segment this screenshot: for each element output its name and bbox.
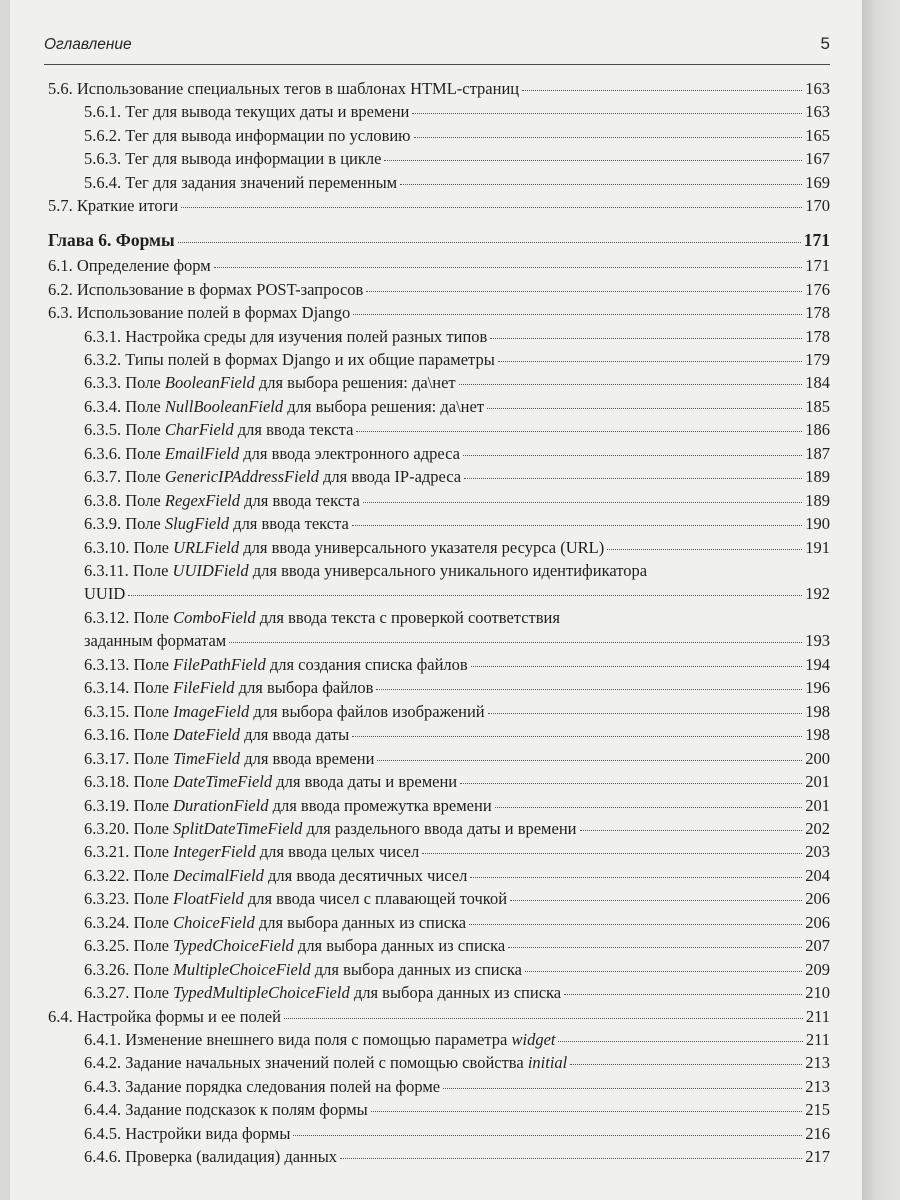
dot-leader <box>580 830 803 831</box>
dot-leader <box>463 455 802 456</box>
toc-entry-page: 185 <box>805 396 830 416</box>
toc-entry-page: 189 <box>805 490 830 510</box>
field-name: SlugField <box>164 514 230 534</box>
dot-leader <box>495 807 803 808</box>
toc-entry-title: 6.4.4. Задание подсказок к полям формы <box>84 1100 368 1120</box>
toc-entry-page: 191 <box>805 537 830 557</box>
toc-entry-title: 6.3.12. Поле ComboField для ввода текста с проверкой соответствия <box>84 607 560 627</box>
field-name: ComboField <box>173 607 256 627</box>
toc-entry-page: 187 <box>805 443 830 463</box>
toc-entry-title: UUID <box>84 584 126 604</box>
dot-leader <box>400 184 802 185</box>
dot-leader <box>469 924 802 925</box>
toc-entry-page: 190 <box>805 514 830 534</box>
toc-entry-title: 6.4.6. Проверка (валидация) данных <box>84 1147 338 1167</box>
field-name: BooleanField <box>164 373 255 393</box>
toc-entry-title: 6.3.9. Поле SlugField для ввода текста <box>84 514 349 534</box>
toc-entry-title: 6.4.5. Настройки вида формы <box>84 1123 291 1143</box>
dot-leader <box>570 1064 802 1065</box>
dot-leader <box>178 242 801 243</box>
field-name: initial <box>527 1053 568 1073</box>
toc-entry-page: 213 <box>805 1053 830 1073</box>
dot-leader <box>459 384 803 385</box>
dot-leader <box>464 478 802 479</box>
dot-leader <box>522 90 802 91</box>
field-name: DurationField <box>173 795 269 815</box>
running-head-page-number: 5 <box>820 34 830 53</box>
field-name: NullBooleanField <box>164 396 284 416</box>
dot-leader <box>352 736 802 737</box>
toc-entry-page: 176 <box>805 279 830 299</box>
toc-entry-title: 6.4.1. Изменение внешнего вида поля с помощью параметра widget <box>84 1030 556 1049</box>
toc-entry-page: 194 <box>805 654 830 674</box>
toc-entry-page: 186 <box>805 420 830 440</box>
toc-entry-page: 171 <box>805 256 830 276</box>
dot-leader <box>356 431 802 432</box>
dot-leader <box>384 160 802 161</box>
toc-entry-page: 193 <box>805 631 830 651</box>
field-name: ChoiceField <box>173 912 255 932</box>
field-name: TimeField <box>173 748 241 768</box>
dot-leader <box>366 291 802 292</box>
toc-entry-title: 6.4.2. Задание начальных значений полей с помощью свойства initial <box>84 1053 568 1073</box>
dot-leader <box>128 595 802 596</box>
dot-leader <box>412 113 802 114</box>
dot-leader <box>352 525 802 526</box>
toc-entry-title: 6.3.5. Поле CharField для ввода текста <box>84 420 354 440</box>
field-name: SplitDateTimeField <box>173 818 303 838</box>
toc-entry-page: 216 <box>805 1123 830 1143</box>
dot-leader <box>510 900 802 901</box>
dot-leader <box>229 642 802 643</box>
toc-entry-title: 6.3.10. Поле URLField для ввода универсального указателя ресурса (URL) <box>84 537 605 557</box>
field-name: ImageField <box>173 701 250 721</box>
toc-entry-title: 6.4.3. Задание порядка следования полей на форме <box>84 1076 441 1096</box>
toc-entry-title: 6.3.7. Поле GenericIPAddressField для ввода IP-адреса <box>84 467 462 487</box>
toc-entry-page: 163 <box>805 102 830 122</box>
toc-entry-page: 171 <box>803 229 830 250</box>
toc-entry-title: 6.2. Использование в формах POST-запросов <box>48 279 364 299</box>
toc-entry-page: 206 <box>805 889 830 909</box>
toc-entry-title: 6.4. Настройка формы и ее полей <box>48 1006 281 1026</box>
toc-entry-title: 6.3.16. Поле DateField для ввода даты <box>84 725 350 745</box>
dot-leader <box>363 502 802 503</box>
toc-entry-page: 213 <box>805 1076 830 1096</box>
dot-leader <box>214 267 803 268</box>
dot-leader <box>470 877 802 878</box>
toc-entry-title: 6.3.17. Поле TimeField для ввода времени <box>84 748 375 768</box>
toc-entry-title: 5.6.4. Тег для задания значений переменным <box>84 172 398 192</box>
toc-entry-page: 200 <box>805 748 830 768</box>
toc-entry-title: 5.7. Краткие итоги <box>48 196 179 216</box>
dot-leader <box>498 361 802 362</box>
toc-entry-page: 192 <box>805 584 830 604</box>
toc-entry-title: 6.3.18. Поле DateTimeField для ввода даты и времени <box>84 772 458 792</box>
field-name: TypedMultipleChoiceField <box>173 983 350 1003</box>
toc-entry-title: 5.6. Использование специальных тегов в шаблонах HTML-страниц <box>48 79 520 98</box>
dot-leader <box>293 1135 802 1136</box>
dot-leader <box>377 760 802 761</box>
field-name: FloatField <box>173 889 244 909</box>
dot-leader <box>525 971 802 972</box>
toc-entry-title: 5.6.2. Тег для вывода информации по условию <box>84 125 411 145</box>
toc-entry-title: 6.3.11. Поле UUIDField для ввода универсального уникального идентификатора <box>84 561 648 580</box>
field-name: URLField <box>173 537 240 557</box>
toc-entry-page: 184 <box>805 373 830 393</box>
toc-entry-title: 5.6.3. Тег для вывода информации в цикле <box>84 149 382 169</box>
toc-entry-title: 6.3.1. Настройка среды для изучения полей разных типов <box>84 326 488 346</box>
toc-entry-title: 6.3.14. Поле FileField для выбора файлов <box>84 678 374 698</box>
toc-entry-page: 178 <box>805 303 830 323</box>
toc-entry-page: 170 <box>805 196 830 216</box>
toc-entry-page: 198 <box>805 725 830 745</box>
toc-entry-page: 217 <box>805 1147 830 1167</box>
page-gutter <box>862 0 900 1200</box>
running-head-title: Оглавление <box>44 36 132 53</box>
dot-leader <box>340 1158 802 1159</box>
toc-entry-title: 6.3.2. Типы полей в формах Django и их общие параметры <box>84 349 495 369</box>
dot-leader <box>488 713 803 714</box>
dot-leader <box>414 137 803 138</box>
dot-leader <box>371 1111 802 1112</box>
toc-entry-title: 6.3.13. Поле FilePathField для создания списка файлов <box>84 654 468 674</box>
dot-leader <box>508 947 802 948</box>
toc-entry-page: 165 <box>805 125 830 145</box>
toc-entry-title: 6.3.20. Поле SplitDateTimeField для раздельного ввода даты и времени <box>84 818 577 838</box>
toc-entry-page: 169 <box>805 172 830 192</box>
toc-entry-title: 6.3.8. Поле RegexField для ввода текста <box>84 490 360 510</box>
toc-entry-page: 201 <box>805 795 830 815</box>
dot-leader <box>460 783 802 784</box>
toc-entry-title: 6.3.24. Поле ChoiceField для выбора данных из списка <box>84 912 467 932</box>
dot-leader <box>607 549 802 550</box>
book-page <box>10 0 862 1200</box>
field-name: RegexField <box>164 490 241 510</box>
toc-entry-title: 6.3.22. Поле DecimalField для ввода десятичных чисел <box>84 865 468 885</box>
toc-entry-title: 6.3.4. Поле NullBooleanField для выбора решения: да\нет <box>84 396 485 416</box>
field-name: CharField <box>164 420 234 440</box>
field-name: IntegerField <box>173 842 256 862</box>
dot-leader <box>471 666 803 667</box>
toc-entry-title: 6.3.19. Поле DurationField для ввода промежутка времени <box>84 795 492 815</box>
toc-entry-title: 6.3.27. Поле TypedMultipleChoiceField для выбора данных из списка <box>84 983 562 1003</box>
toc-entry-title: заданным форматам <box>84 631 227 651</box>
field-name: TypedChoiceField <box>173 936 294 956</box>
toc-entry-page: 206 <box>805 912 830 932</box>
toc-entry-title: Глава 6. Формы <box>48 229 175 250</box>
field-name: GenericIPAddressField <box>164 467 319 487</box>
toc-entry-page: 211 <box>805 1030 830 1049</box>
field-name: DateTimeField <box>173 772 273 792</box>
dot-leader <box>353 314 802 315</box>
table-of-contents <box>10 0 862 1200</box>
toc-entry-page: 215 <box>805 1100 830 1120</box>
toc-entry-page: 163 <box>805 79 830 98</box>
toc-entry-title: 6.3.6. Поле EmailField для ввода электронного адреса <box>84 443 460 463</box>
dot-leader <box>564 994 802 995</box>
toc-entry-title: 6.3.23. Поле FloatField для ввода чисел с плавающей точкой <box>84 889 508 909</box>
dot-leader <box>558 1041 802 1042</box>
toc-entry-page: 189 <box>805 467 830 487</box>
dot-leader <box>376 689 802 690</box>
toc-entry-title: 6.3.21. Поле IntegerField для ввода целых чисел <box>84 842 420 862</box>
toc-entry-title: 6.1. Определение форм <box>48 256 211 276</box>
toc-entry-page: 207 <box>805 936 830 956</box>
toc-entry-page: 209 <box>805 959 830 979</box>
toc-entry-page: 167 <box>805 149 830 169</box>
field-name: FilePathField <box>173 654 266 674</box>
toc-entry-page: 178 <box>805 326 830 346</box>
field-name: MultipleChoiceField <box>173 959 311 979</box>
toc-entry-page: 210 <box>805 983 830 1003</box>
dot-leader <box>284 1018 803 1019</box>
toc-entry-page: 204 <box>805 865 830 885</box>
toc-entry-title: 6.3.26. Поле MultipleChoiceField для выбора данных из списка <box>84 959 523 979</box>
toc-entry-page: 179 <box>805 349 830 369</box>
dot-leader <box>443 1088 802 1089</box>
field-name: DateField <box>173 725 241 745</box>
toc-entry-page: 201 <box>805 772 830 792</box>
field-name: UUIDField <box>172 561 249 580</box>
toc-entry-title: 5.6.1. Тег для вывода текущих даты и времени <box>84 102 410 122</box>
toc-entry-page: 202 <box>805 818 830 838</box>
toc-entry-title: 6.3.25. Поле TypedChoiceField для выбора данных из списка <box>84 936 506 956</box>
dot-leader <box>487 408 802 409</box>
field-name: FileField <box>173 678 235 698</box>
toc-entry-title: 6.3.3. Поле BooleanField для выбора решения: да\нет <box>84 373 456 393</box>
toc-entry-title: 6.3.15. Поле ImageField для выбора файлов изображений <box>84 701 485 721</box>
dot-leader <box>181 207 802 208</box>
toc-entry-page: 211 <box>805 1006 830 1026</box>
toc-entry-title: 6.3. Использование полей в формах Django <box>48 303 351 323</box>
dot-leader <box>422 853 802 854</box>
field-name: EmailField <box>164 443 240 463</box>
dot-leader <box>490 338 802 339</box>
field-name: DecimalField <box>173 865 264 885</box>
field-name: widget <box>511 1030 556 1049</box>
toc-entry-page: 203 <box>805 842 830 862</box>
toc-entry-page: 196 <box>805 678 830 698</box>
toc-entry-page: 198 <box>805 701 830 721</box>
